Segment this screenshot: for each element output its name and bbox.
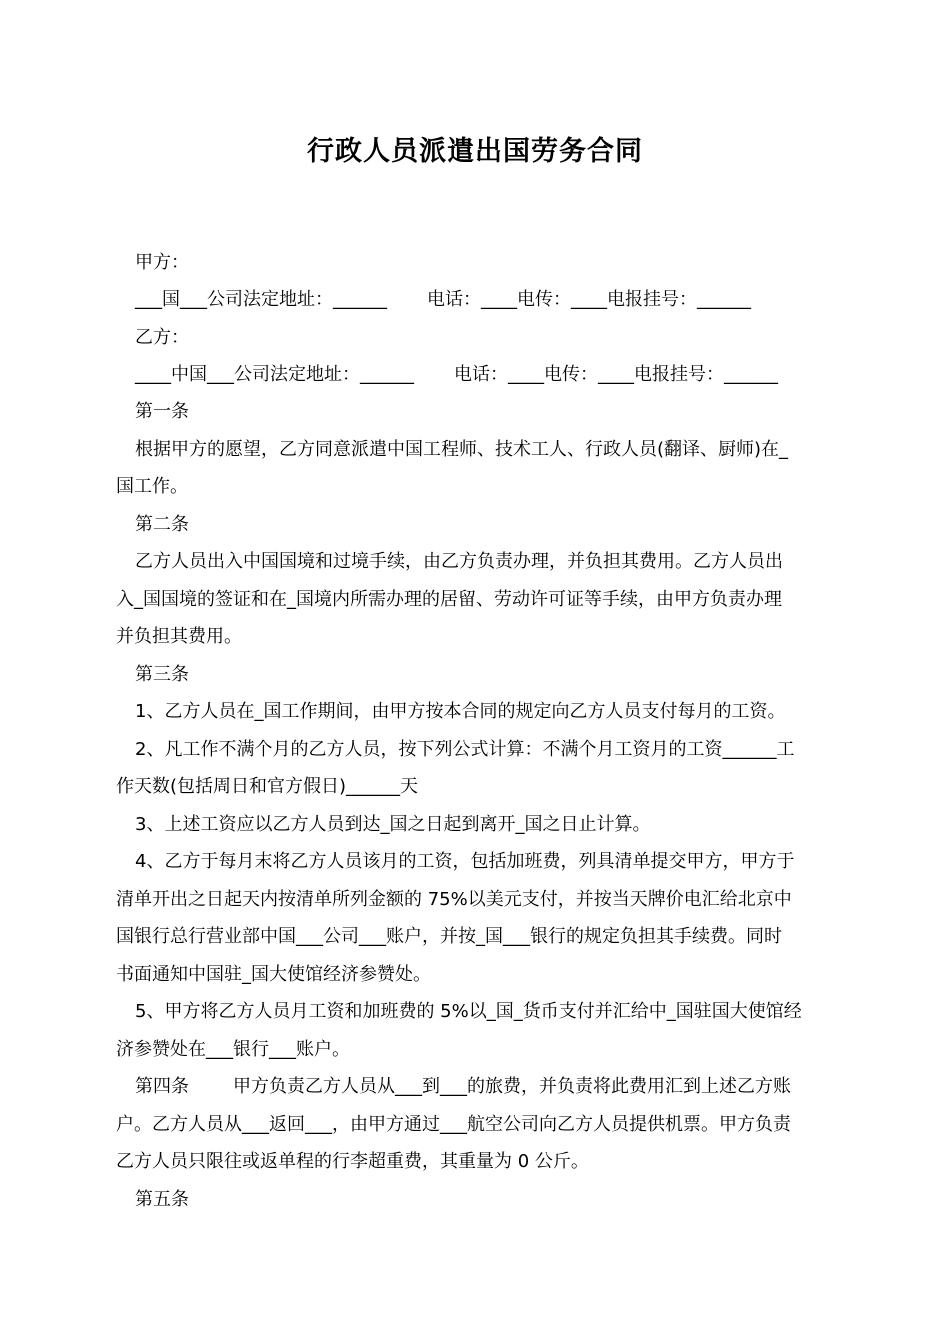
article-2-heading: 第二条 <box>135 514 189 535</box>
article-3-heading: 第三条 <box>135 664 189 685</box>
article-3-item-2-line: 2、凡工作不满个月的乙方人员，按下列公式计算：不满个月工资月的工资______工 <box>135 739 795 760</box>
party-a-contact: 电话：____电传：____电报挂号：______ <box>427 289 751 310</box>
article-3-item-2-line: 作天数(包括周日和官方假日)______天 <box>116 776 419 797</box>
article-4-heading: 第四条 <box>135 1076 189 1097</box>
article-1-heading: 第一条 <box>135 401 189 422</box>
article-1-text-line: 国工作。 <box>116 476 188 497</box>
party-b-contact: 电话：____电传：____电报挂号：______ <box>454 364 778 385</box>
article-3-item-5-line: 5、甲方将乙方人员月工资和加班费的 5%以_国_货币支付并汇给中_国驻国大使馆经 <box>135 1001 802 1022</box>
party-b-address-row <box>135 356 865 393</box>
article-1-text-line: 根据甲方的愿望，乙方同意派遣中国工程师、技术工人、行政人员(翻译、厨师)在_ <box>135 439 789 460</box>
party-a-label: 甲方： <box>135 252 189 273</box>
party-b-address: ____中国___公司法定地址：______ <box>135 364 414 385</box>
article-3-item-4-line: 4、乙方于每月末将乙方人员该月的工资，包括加班费，列具清单提交甲方，甲方于 <box>135 851 795 872</box>
article-2-text-line: 入_国国境的签证和在_国境内所需办理的居留、劳动许可证等手续，由甲方负责办理 <box>116 589 782 610</box>
article-4-text-line: 乙方人员只限往或返单程的行李超重费，其重量为 0 公斤。 <box>116 1151 589 1172</box>
article-3-item-3: 3、上述工资应以乙方人员到达_国之日起到离开_国之日止计算。 <box>135 814 651 835</box>
article-4-text-line: 户。乙方人员从___返回___，由甲方通过___航空公司向乙方人员提供机票。甲方负责 <box>116 1114 791 1135</box>
article-2-text-line: 并负担其费用。 <box>116 626 242 647</box>
article-4-text: 甲方负责乙方人员从___到___的旅费，并负责将此费用汇到上述乙方账 <box>233 1076 791 1097</box>
article-3-item-4-line: 国银行总行营业部中国___公司___账户，并按_国___银行的规定负担其手续费。同时 <box>116 926 782 947</box>
article-4-first-line <box>135 1068 865 1105</box>
party-b-label: 乙方： <box>135 327 189 348</box>
party-a-address-row <box>135 281 865 318</box>
article-5-heading: 第五条 <box>135 1189 189 1210</box>
article-3-item-4-line: 清单开出之日起天内按清单所列金额的 75%以美元支付，并按当天牌价电汇给北京中 <box>116 889 792 910</box>
article-3-item-4-line: 书面通知中国驻_国大使馆经济参赞处。 <box>116 964 431 985</box>
document-title: 行政人员派遣出国劳务合同 <box>307 136 643 167</box>
article-2-text-line: 乙方人员出入中国国境和过境手续，由乙方负责办理，并负担其费用。乙方人员出 <box>135 551 783 572</box>
article-3-item-5-line: 济参赞处在___银行___账户。 <box>116 1039 350 1060</box>
article-3-item-1: 1、乙方人员在_国工作期间，由甲方按本合同的规定向乙方人员支付每月的工资。 <box>135 701 786 722</box>
party-a-address: ___国___公司法定地址：______ <box>135 289 387 310</box>
